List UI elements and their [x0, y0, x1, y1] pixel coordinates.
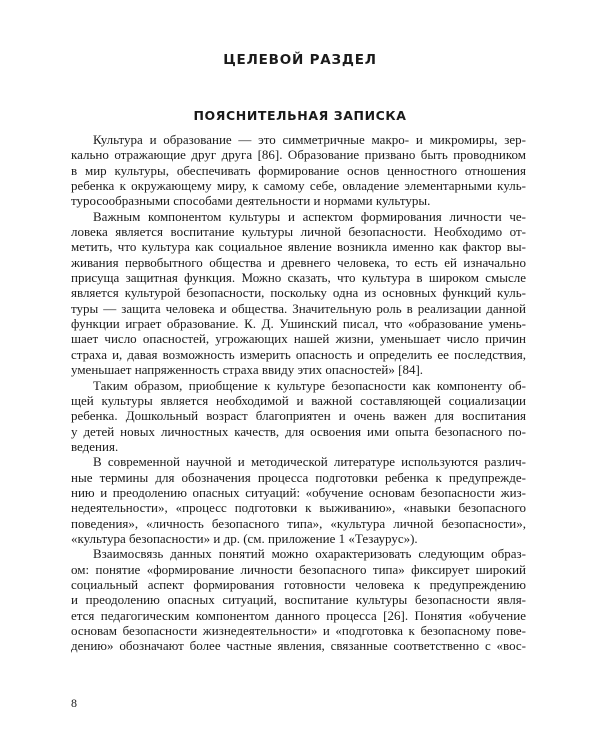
- text-line: живания первобытного общества и древнего человека, то есть ей изначально: [71, 254, 526, 270]
- text-line: ведения.: [71, 438, 119, 454]
- text-line: недеятельности», «процесс подготовки к выживанию», «навыки безопасного: [71, 500, 526, 516]
- paragraph: [71, 132, 526, 209]
- paragraph: [71, 546, 526, 653]
- note-title: ПОЯСНИТЕЛЬНАЯ ЗАПИСКА: [193, 108, 407, 123]
- text-line: Важным компонентом культуры и аспектом формирования личности че-: [93, 208, 526, 224]
- text-line: уменьшает напряженность страха ввиду этих опасностей» [84].: [71, 362, 424, 378]
- text-line: туросообразными способами деятельности и нормами культуры.: [71, 193, 431, 209]
- text-line: ребенка. Дошкольный возраст благоприятен и очень важен для воспитания: [71, 408, 526, 424]
- text-line: ловека является воспитание культуры личной безопасности. Необходимо от-: [71, 224, 526, 240]
- text-line: Культура и образование — это симметричные макро- и микромиры, зер-: [93, 132, 526, 147]
- text-line: В современной научной и методической литературе используются различ-: [93, 454, 526, 470]
- text-line: дению» обозначают более частные явления, связанные соответственно с «вос-: [71, 638, 526, 654]
- paragraph: [71, 454, 526, 546]
- text-line: страха и, давая возможность измерить опасность и определить ее последствия,: [71, 346, 526, 362]
- text-line: ребенка к окружающему миру, к самому себе, овладение элементарными куль-: [71, 178, 526, 194]
- text-line: нию и преодолению опасных ситуаций: «обучение основам безопасности жиз-: [71, 484, 526, 500]
- text-line: шает число опасностей, угрожающих нашей жизни, уменьшает число причин: [71, 331, 526, 347]
- text-line: основам безопасности жизнедеятельности» и «подготовка к безопасному пове-: [71, 623, 526, 638]
- text-line: туры — защита человека и общества. Значительную роль в реализации данной: [71, 300, 526, 316]
- text-line: и преодолению опасных ситуаций, воспитание культуры безопасности явля-: [71, 592, 526, 608]
- text-line: щей культуры является необходимой и важной составляющей социализации: [71, 392, 526, 408]
- text-line: присуща защитная функция. Можно сказать, что культура в широком смысле: [71, 270, 526, 286]
- page-number: 8: [71, 696, 77, 710]
- text-line: «культура безопасности» и др. (см. приложение 1 «Тезаурус»).: [71, 530, 418, 546]
- text-line: функции играет образование. К. Д. Ушинский писал, что «образование умень-: [71, 316, 526, 332]
- body-text: [71, 132, 526, 654]
- text-line: метить, что культура как социальное явление возникла именно как фактор вы-: [71, 239, 526, 255]
- section-title: ЦЕЛЕВОЙ РАЗДЕЛ: [223, 52, 377, 68]
- text-line: у детей новых личностных качеств, для освоения ими опыта безопасного по-: [71, 423, 526, 439]
- text-line: социальный аспект формирования готовности человека к предупреждению: [71, 576, 526, 592]
- text-line: в мир культуры, обеспечивать формирование основ ценностного отношения: [71, 162, 526, 178]
- text-line: является культурой безопасности, поскольку одна из основных функций куль-: [71, 285, 526, 301]
- paragraph: [71, 378, 526, 455]
- text-line: ом: понятие «формирование личности безопасного типа» фиксирует широкий: [71, 561, 526, 577]
- text-line: Взаимосвязь данных понятий можно охарактеризовать следующим образ-: [93, 546, 526, 562]
- text-line: кально отражающие друг друга [86]. Образование призвано быть проводником: [71, 147, 526, 163]
- text-line: поведения», «личность безопасного типа», «культура личной безопасности»,: [71, 515, 526, 531]
- text-line: ные термины для обозначения процесса подготовки ребенка к предупрежде-: [71, 469, 526, 485]
- paragraph: [71, 209, 526, 378]
- text-line: ется педагогическим компонентом данного процесса [26]. Понятия «обучение: [71, 607, 526, 623]
- text-line: Таким образом, приобщение к культуре безопасности как компоненту об-: [93, 377, 526, 393]
